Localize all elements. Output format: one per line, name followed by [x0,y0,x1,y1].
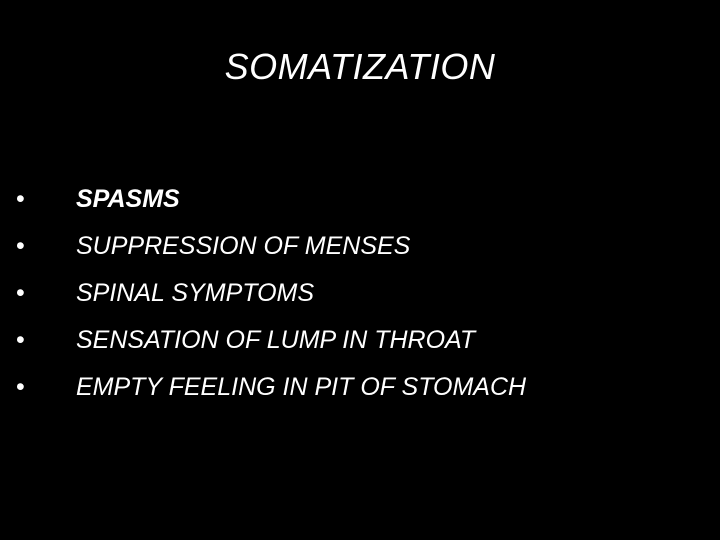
list-item [16,317,696,364]
list-item [16,364,696,411]
slide-title: SOMATIZATION [224,46,496,87]
list-item-text: SPASMS [76,185,180,213]
bullet-icon: • [16,279,25,307]
bullet-icon: • [16,326,25,354]
bullet-list [16,176,696,411]
bullet-icon: • [16,373,25,401]
list-item-text: EMPTY FEELING IN PIT OF STOMACH [76,373,527,401]
list-item [16,270,696,317]
list-item-text: SENSATION OF LUMP IN THROAT [76,326,476,354]
list-item [16,223,696,270]
list-item-text: SPINAL SYMPTOMS [76,279,315,307]
list-item-text: SUPPRESSION OF MENSES [76,232,411,260]
list-item [16,176,696,223]
bullet-icon: • [16,185,25,213]
bullet-icon: • [16,232,25,260]
